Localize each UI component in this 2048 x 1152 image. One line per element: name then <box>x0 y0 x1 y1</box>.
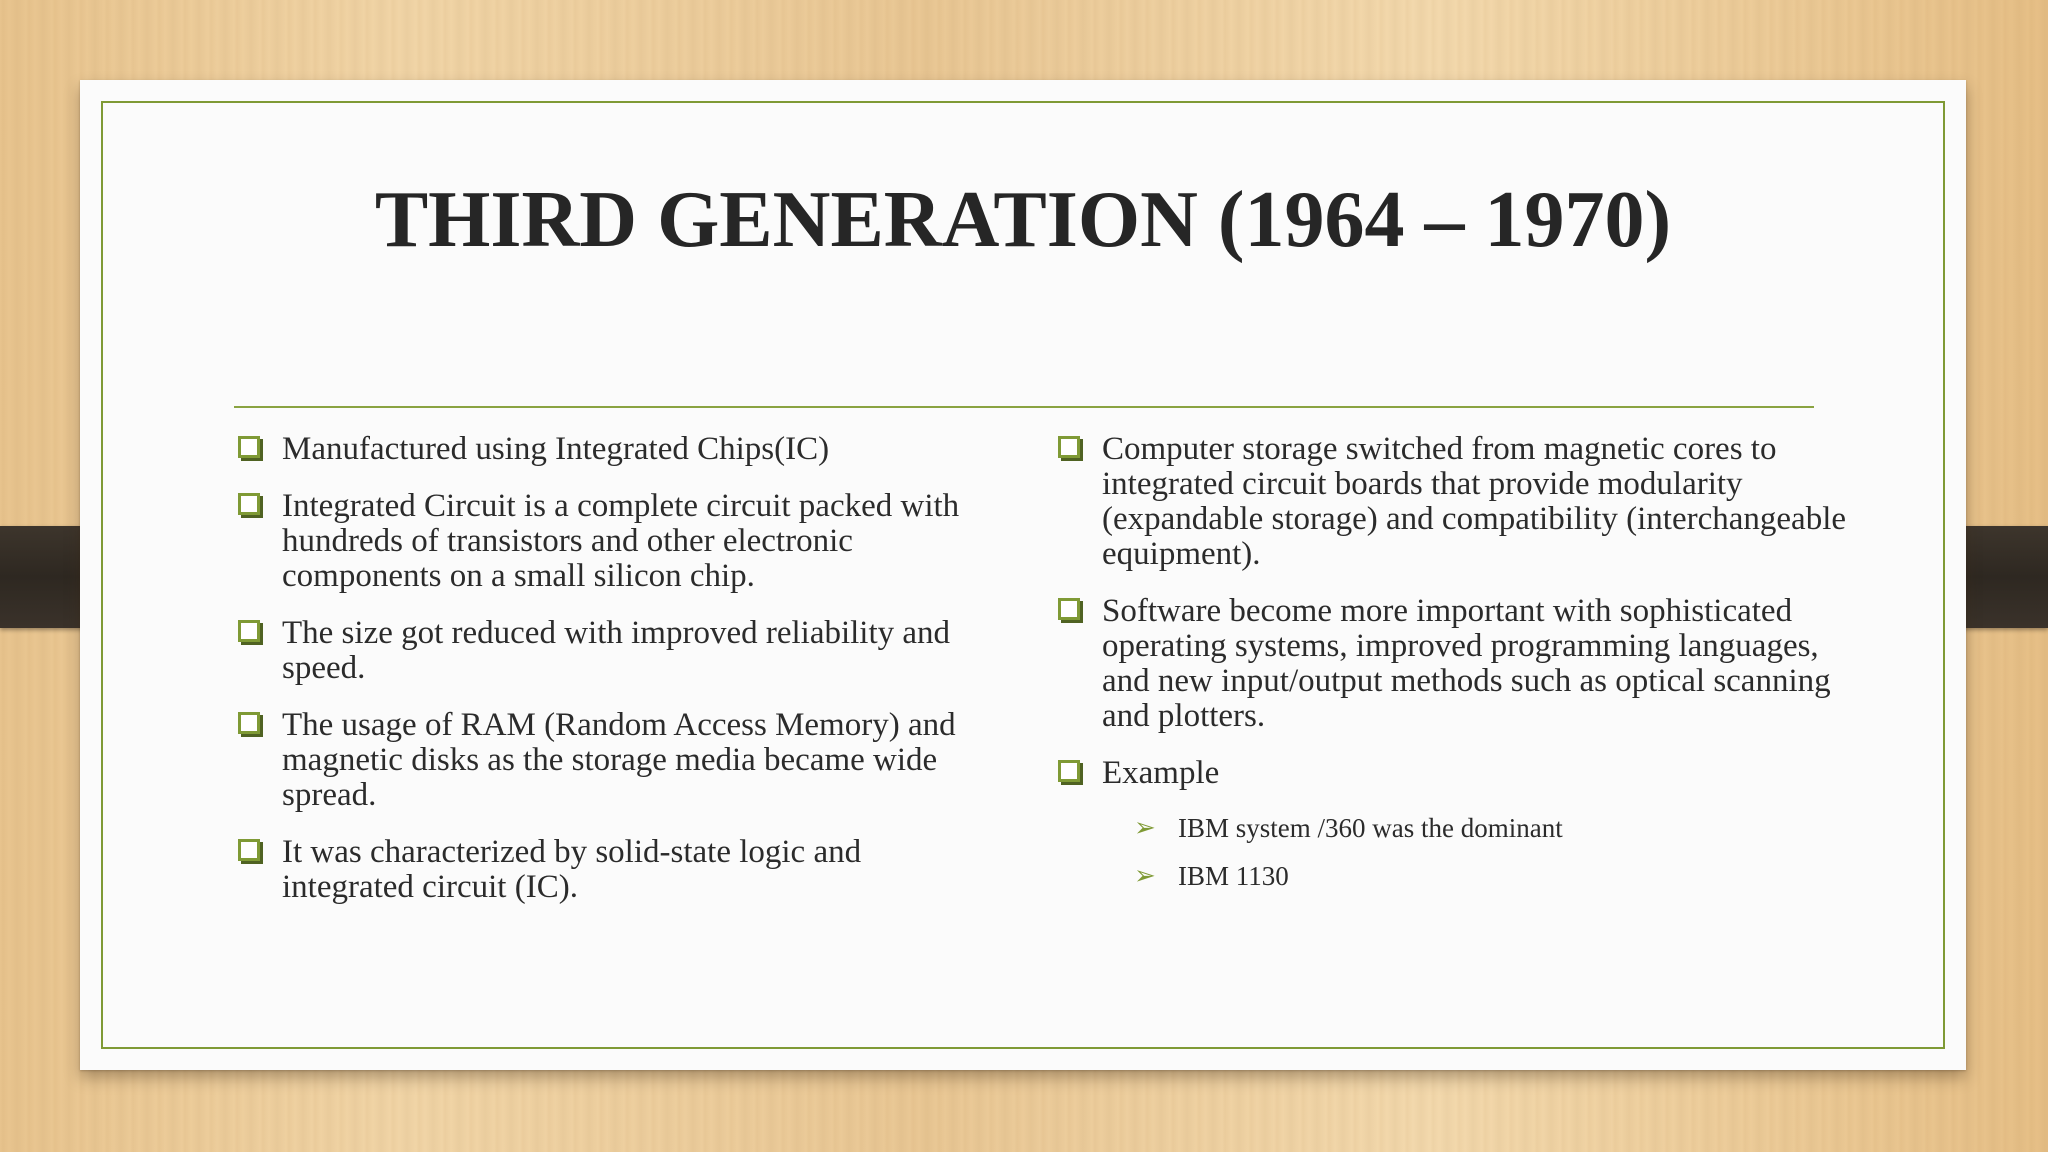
example-text: IBM 1130 <box>1178 861 1289 891</box>
bullet-item <box>236 616 996 686</box>
bullet-text: Integrated Circuit is a complete circuit packed with hundreds of transistors and other electronic components on a small silicon chip. <box>282 488 960 594</box>
bullet-item <box>236 432 996 467</box>
example-item <box>1134 861 1846 891</box>
title-divider <box>234 406 1814 408</box>
arrowhead-icon: ➢ <box>1134 813 1156 843</box>
bullet-text: Software become more important with sophisticated operating systems, improved programming languages, and new input/output methods such as optical scanning and plotters. <box>1102 593 1831 734</box>
bullet-text: Computer storage switched from magnetic cores to integrated circuit boards that provide modularity (expandable storage) and compatibility (interchangeable equipment). <box>1102 431 1847 572</box>
left-column <box>236 432 996 927</box>
checkbox-square-icon <box>238 839 260 861</box>
example-list <box>1056 813 1846 891</box>
slide <box>80 80 1966 1070</box>
bullet-text: The usage of RAM (Random Access Memory) and magnetic disks as the storage media became wide spread. <box>282 707 956 813</box>
checkbox-square-icon <box>1058 598 1080 620</box>
right-column <box>1056 432 1846 909</box>
slide-title: THIRD GENERATION (1964 – 1970) <box>374 176 1672 264</box>
checkbox-square-icon <box>1058 760 1080 782</box>
arrowhead-icon: ➢ <box>1134 861 1156 891</box>
checkbox-square-icon <box>238 620 260 642</box>
bullet-item <box>236 489 996 594</box>
checkbox-square-icon <box>1058 436 1080 458</box>
bullet-text: Manufactured using Integrated Chips(IC) <box>282 431 830 467</box>
example-item <box>1134 813 1846 843</box>
bullet-text: The size got reduced with improved reliability and speed. <box>282 615 951 686</box>
checkbox-square-icon <box>238 493 260 515</box>
bullet-item <box>1056 594 1846 734</box>
bullet-text: Example <box>1102 755 1220 791</box>
bullet-item <box>236 708 996 813</box>
example-text: IBM system /360 was the dominant <box>1178 813 1563 843</box>
bullet-item <box>236 835 996 905</box>
checkbox-square-icon <box>238 436 260 458</box>
bullet-text: It was characterized by solid-state logic and integrated circuit (IC). <box>282 834 862 905</box>
bullet-item <box>1056 432 1846 572</box>
bullet-item-example <box>1056 756 1846 791</box>
checkbox-square-icon <box>238 712 260 734</box>
